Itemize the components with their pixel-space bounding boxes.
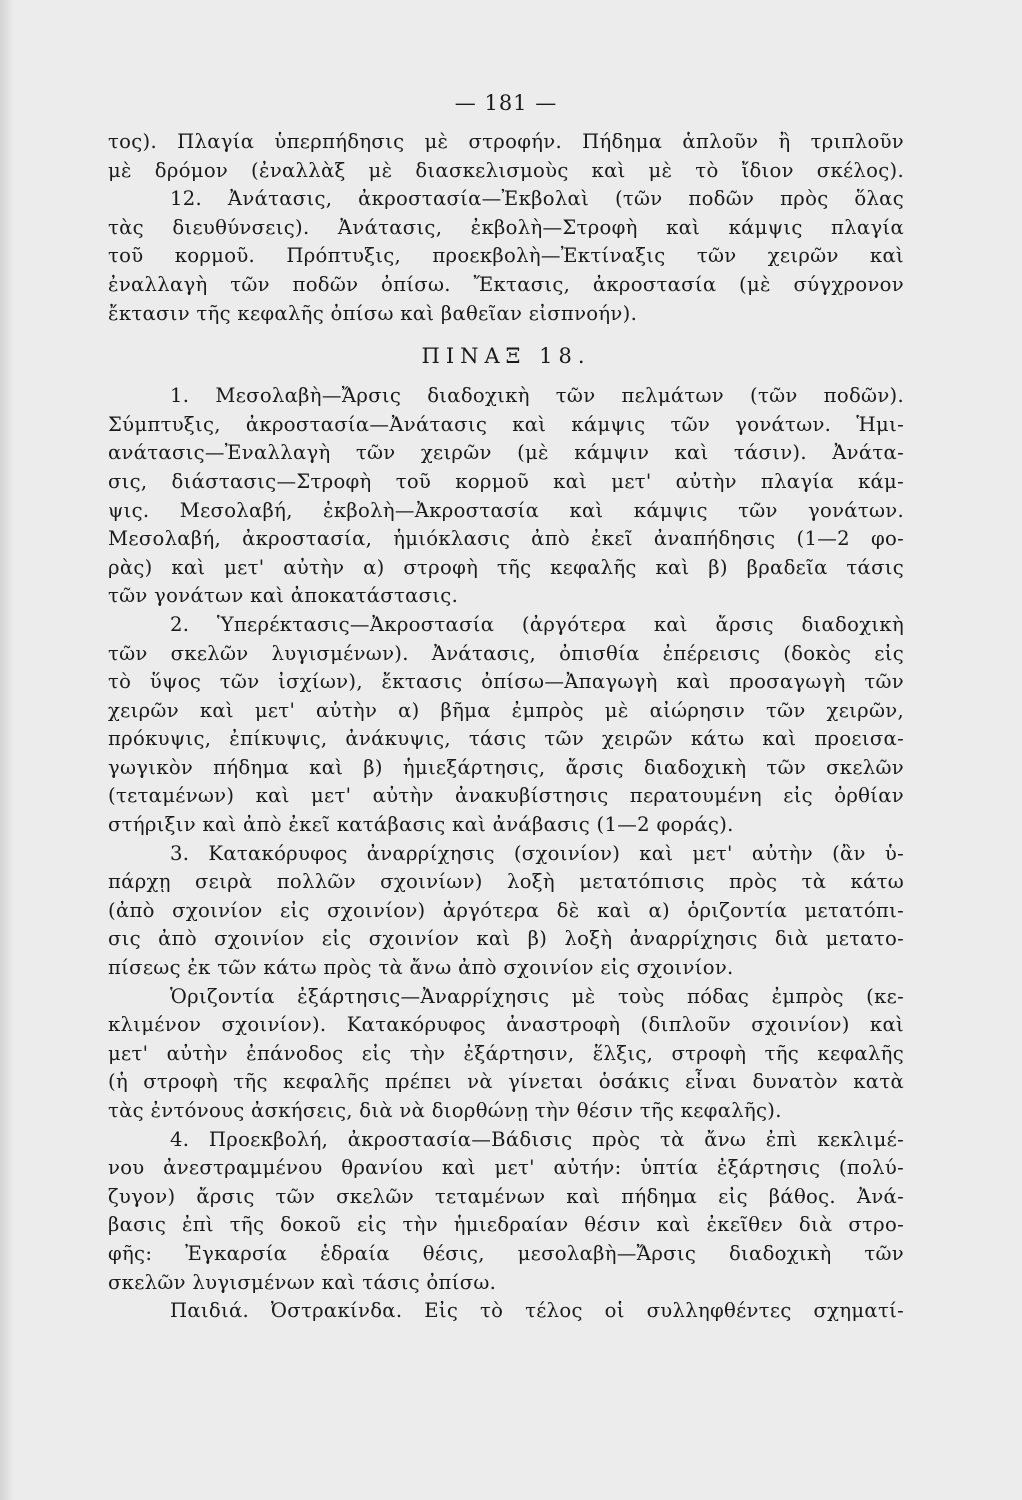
- section-title: ΠΙΝΑΞ 18.: [421, 344, 591, 369]
- text-line: ζυγον) ἄρσις τῶν σκελῶν τεταμένων καὶ πήδημα εἰς βάθος. Ἀνά-: [108, 1184, 904, 1208]
- text-line: βασις ἐπὶ τῆς δοκοῦ εἰς τὴν ἡμιεδραίαν θέσιν καὶ ἐκεῖθεν διὰ στρο-: [108, 1213, 904, 1237]
- text-line: Παιδιά. Ὀστρακίνδα. Εἰς τὸ τέλος οἱ συλληφθέντες σχηματί-: [170, 1299, 904, 1323]
- text-line: 2. Ὑπερέκτασις—Ἀκροστασία (ἀργότερα καὶ ἄρσις διαδοχικὴ: [170, 612, 904, 636]
- text-line: πάρχῃ σειρὰ πολλῶν σχοινίων) λοξὴ μετατόπισις πρὸς τὰ κάτω: [108, 870, 904, 894]
- text-line: τὰς διευθύνσεις). Ἀνάτασις, ἐκβολὴ—Στροφὴ καὶ κάμψις πλαγία: [108, 215, 904, 239]
- text-line: Μεσολαβή, ἀκροστασία, ἡμιόκλασις ἀπὸ ἐκεῖ ἀναπήδησις (1—2 φο-: [108, 527, 904, 551]
- text-line: ἐναλλαγὴ τῶν ποδῶν ὀπίσω. Ἔκτασις, ἀκροστασία (μὲ σύγχρονον: [108, 272, 904, 296]
- text-line: πίσεως ἐκ τῶν κάτω πρὸς τὰ ἄνω ἀπὸ σχοινίον εἰς σχοινίον.: [108, 956, 734, 980]
- text-line: γωγικὸν πήδημα καὶ β) ἡμιεξάρτησις, ἄρσις διαδοχικὴ τῶν σκελῶν: [108, 755, 904, 779]
- text-line: μετ' αὐτὴν ἐπάνοδος εἰς τὴν ἐξάρτησιν, ἕλξις, στροφὴ τῆς κεφαλῆς: [108, 1041, 904, 1065]
- text-line: μὲ δρόμον (ἐναλλὰξ μὲ διασκελισμοὺς καὶ μὲ τὸ ἴδιον σκέλος).: [108, 158, 904, 182]
- text-line: στήριξιν καὶ ἀπὸ ἐκεῖ κατάβασις καὶ ἀνάβασις (1—2 φοράς).: [108, 813, 734, 837]
- page-edge-shadow: [0, 0, 14, 1500]
- text-line: σκελῶν λυγισμένων καὶ τάσις ὀπίσω.: [108, 1270, 497, 1294]
- text-line: 4. Προεκβολή, ἀκροστασία—Βάδισις πρὸς τὰ ἄνω ἐπὶ κεκλιμέ-: [170, 1127, 904, 1151]
- text-line: κλιμένον σχοινίον). Κατακόρυφος ἀναστροφὴ (διπλοῦν σχοινίον) καὶ: [108, 1013, 904, 1037]
- text-line: ρὰς) καὶ μετ' αὐτὴν α) στροφὴ τῆς κεφαλῆς καὶ β) βραδεῖα τάσις: [108, 555, 904, 579]
- text-line: τῶν σκελῶν λυγισμένων). Ἀνάτασις, ὀπισθία ἐπέρεισις (δοκὸς εἰς: [108, 641, 904, 665]
- text-line: φῆς: Ἐγκαρσία ἑδραία θέσις, μεσολαβὴ—Ἄρσις διαδοχικὴ τῶν: [108, 1241, 904, 1265]
- text-line: σις ἀπὸ σχοινίον εἰς σχοινίον καὶ β) λοξὴ ἀναρρίχησις διὰ μετατο-: [108, 927, 904, 951]
- text-line: 3. Κατακόρυφος ἀναρρίχησις (σχοινίον) καὶ μετ' αὐτὴν (ἂν ὑ-: [170, 841, 904, 865]
- text-line: τὰς ἐντόνους ἀσκήσεις, διὰ νὰ διορθώνῃ τὴν θέσιν τῆς κεφαλῆς).: [108, 1099, 782, 1122]
- text-line: τοῦ κορμοῦ. Πρόπτυξις, προεκβολὴ—Ἐκτίναξις τῶν χειρῶν καὶ: [108, 244, 904, 268]
- text-line: ἔκτασιν τῆς κεφαλῆς ὀπίσω καὶ βαθεῖαν εἰσπνοήν).: [108, 301, 638, 325]
- text-line: (ἡ στροφὴ τῆς κεφαλῆς πρέπει νὰ γίνεται ὁσάκις εἶναι δυνατὸν κατὰ: [108, 1070, 904, 1094]
- text-line: 1. Μεσολαβὴ—Ἄρσις διαδοχικὴ τῶν πελμάτων (τῶν ποδῶν).: [170, 384, 904, 408]
- page-body: [108, 88, 904, 1326]
- text-line: (ἀπὸ σχοινίον εἰς σχοινίον) ἀργότερα δὲ καὶ α) ὁριζοντία μετατόπι-: [108, 898, 904, 922]
- text-line: σις, διάστασις—Στροφὴ τοῦ κορμοῦ καὶ μετ' αὐτὴν πλαγία κάμ-: [108, 469, 904, 493]
- page-number: — 181 —: [454, 91, 558, 115]
- text-line: χειρῶν καὶ μετ' αὐτὴν α) βῆμα ἐμπρὸς μὲ αἰώρησιν τῶν χειρῶν,: [108, 698, 904, 722]
- text-line: ψις. Μεσολαβή, ἐκβολὴ—Ἀκροστασία καὶ κάμψις τῶν γονάτων.: [108, 498, 904, 522]
- text-line: ανάτασις—Ἐναλλαγὴ τῶν χειρῶν (μὲ κάμψιν καὶ τάσιν). Ἀνάτα-: [108, 441, 904, 465]
- text-line: τος). Πλαγία ὑπερπήδησις μὲ στροφήν. Πήδημα ἁπλοῦν ἢ τριπλοῦν: [108, 130, 904, 153]
- text-line: (τεταμένων) καὶ μετ' αὐτὴν ἀνακυβίστησις περατουμένη εἰς ὀρθίαν: [108, 784, 904, 808]
- text-line: πρόκυψις, ἐπίκυψις, ἀνάκυψις, τάσις τῶν χειρῶν κάτω καὶ προεισα-: [108, 727, 904, 751]
- text-line: τὸ ὕψος τῶν ἰσχίων), ἔκτασις ὀπίσω—Ἀπαγωγὴ καὶ προσαγωγὴ τῶν: [108, 670, 904, 694]
- text-line: Ὁριζοντία ἐξάρτησις—Ἀναρρίχησις μὲ τοὺς πόδας ἐμπρὸς (κε-: [170, 984, 904, 1008]
- text-line: Σύμπτυξις, ἀκροστασία—Ἀνάτασις καὶ κάμψις τῶν γονάτων. Ἡμι-: [108, 412, 904, 436]
- text-line: νου ἀνεστραμμένου θρανίου καὶ μετ' αὐτήν: ὑπτία ἐξάρτησις (πολύ-: [108, 1156, 904, 1180]
- text-line: 12. Ἀνάτασις, ἀκροστασία—Ἐκβολαὶ (τῶν ποδῶν πρὸς ὅλας: [170, 187, 904, 211]
- text-line: τῶν γονάτων καὶ ἀποκατάστασις.: [108, 584, 459, 608]
